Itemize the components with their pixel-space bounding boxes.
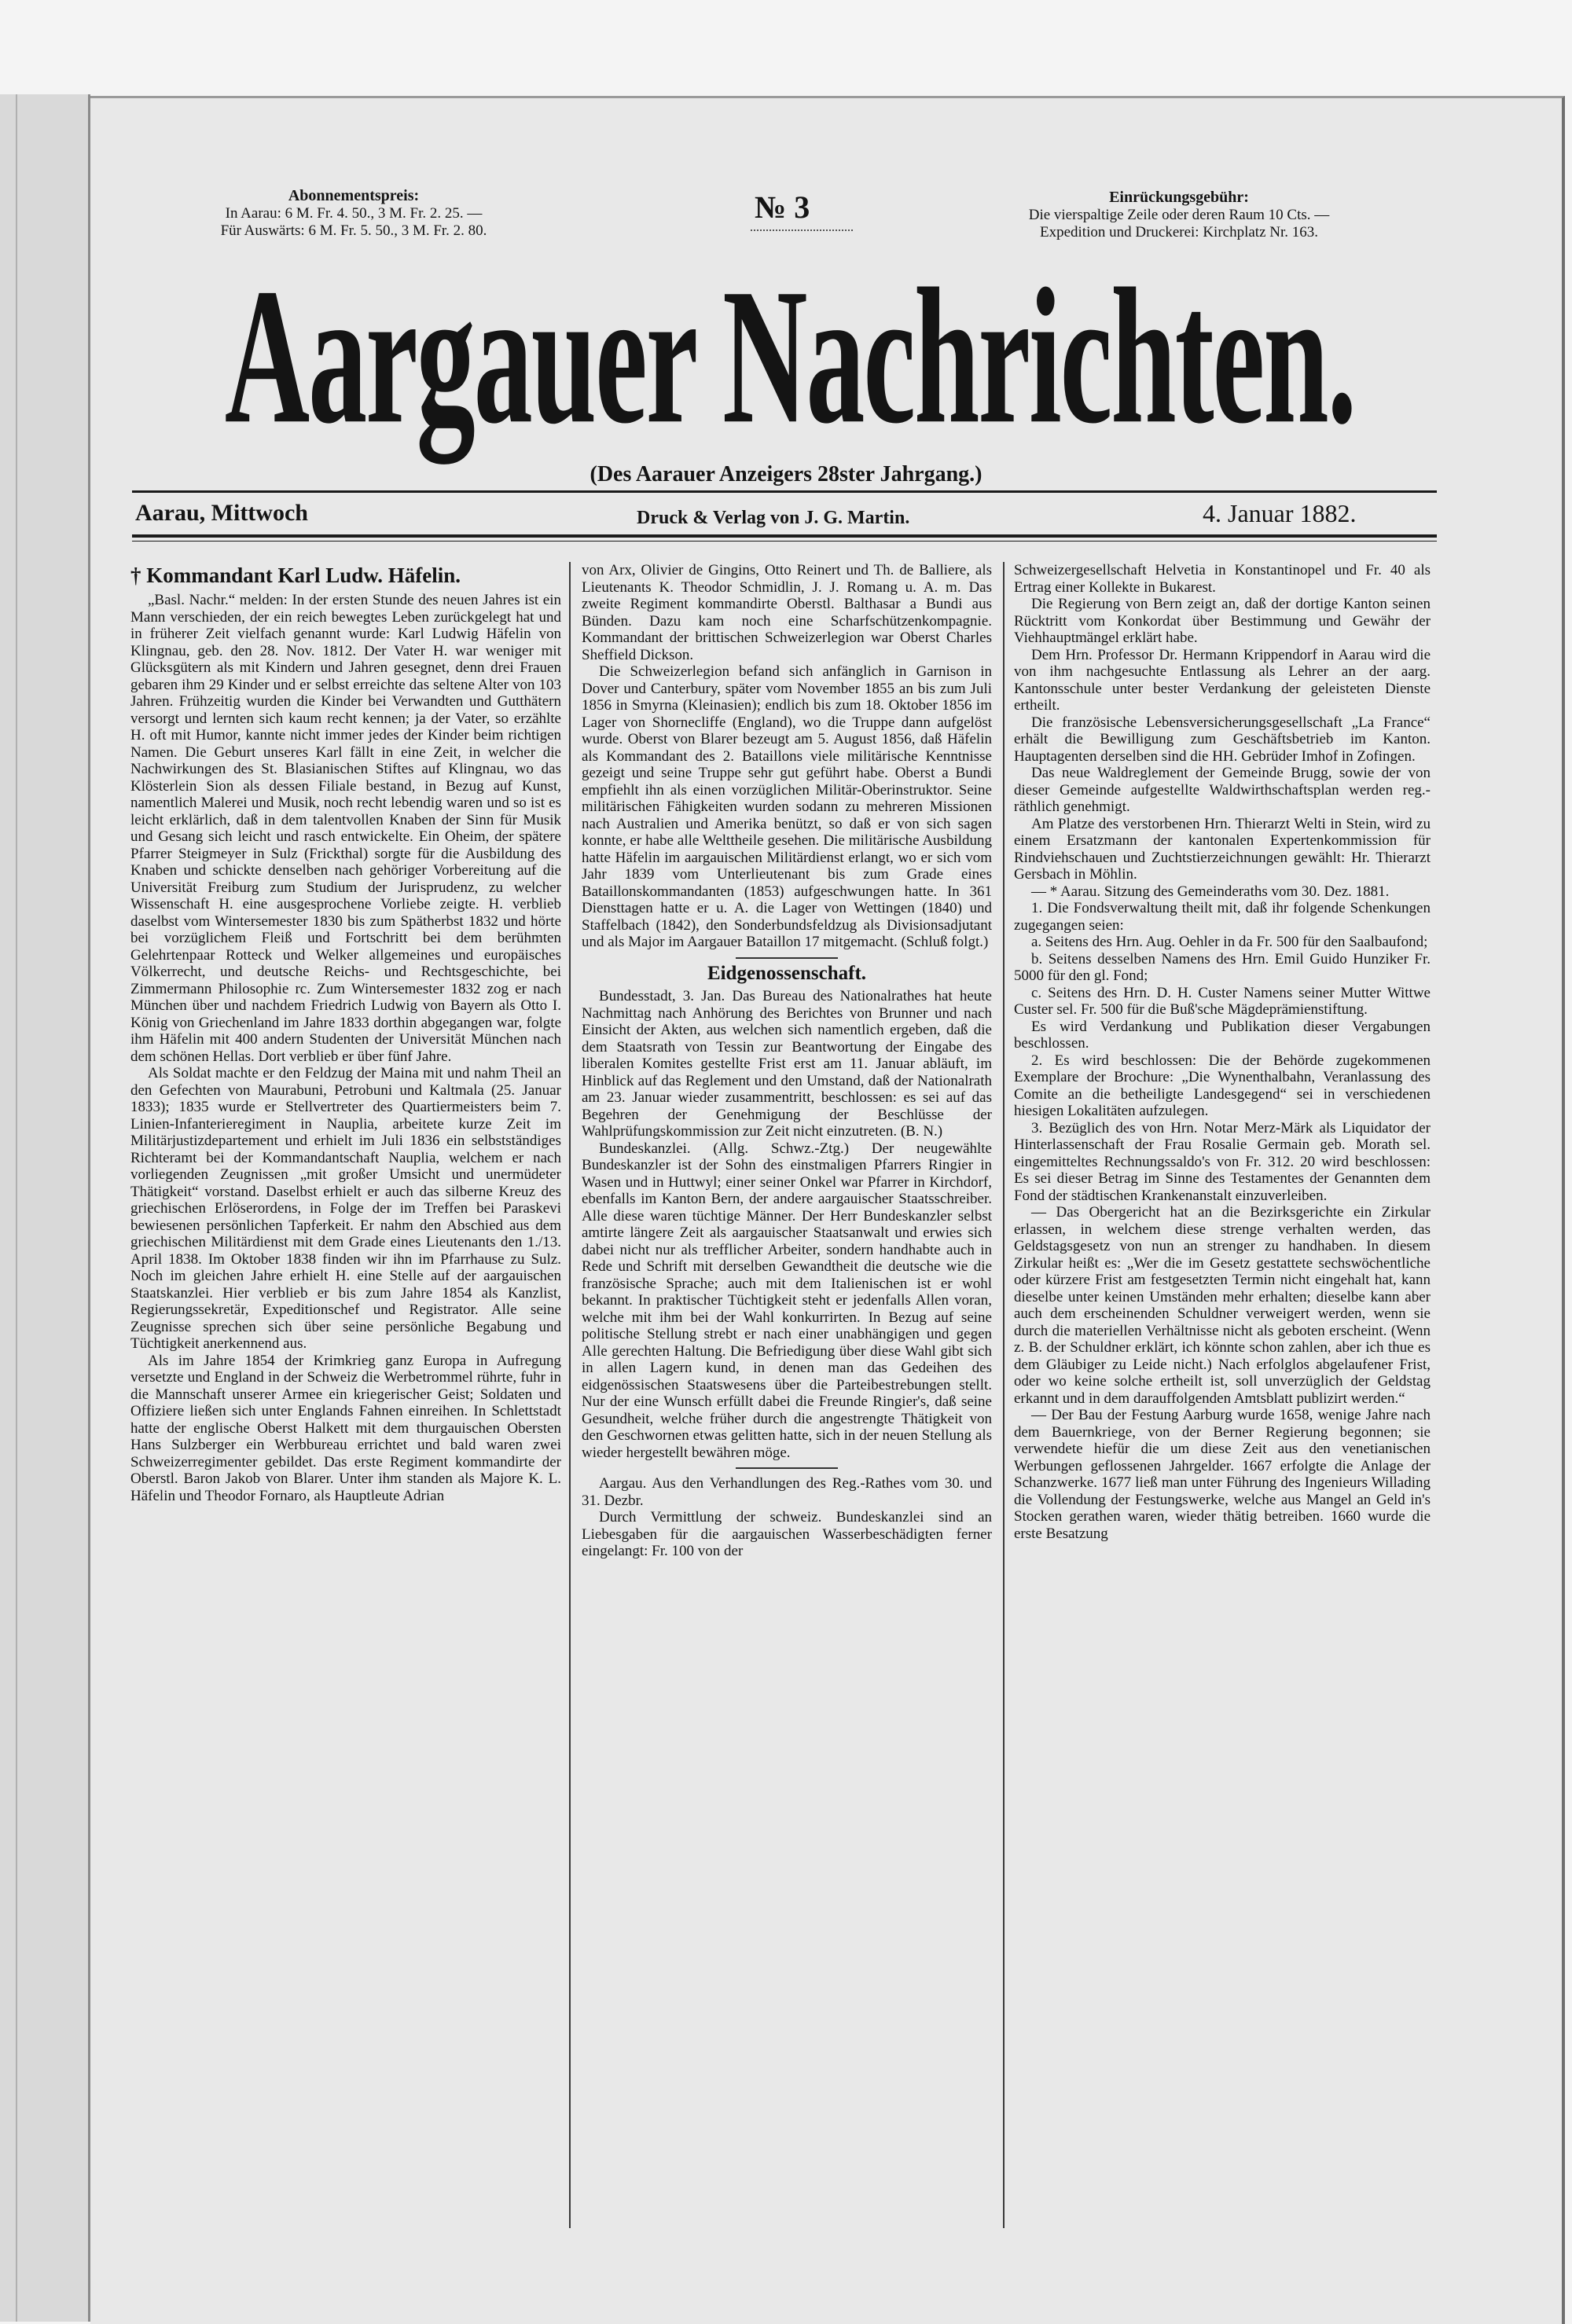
column-1 (130, 562, 561, 1504)
article-paragraph: 2. Es wird beschlossen: Die der Behörde zugekommenen Exemplare der Brochure: „Die Wynenthalbahn, Veranlassung des Comite an die betheiligte Landesgegend“ sei in verschiedenen hiesigen Lokalitäten aufzulegen. (1014, 1052, 1431, 1119)
masthead-rule-bottom (132, 534, 1437, 538)
subscription-label: Abonnementspreis: (288, 187, 420, 204)
insertion-line-2: Expedition und Druckerei: Kirchplatz Nr. 163. (1039, 224, 1319, 240)
article-paragraph: Am Platze des verstorbenen Hrn. Thierarzt Welti in Stein, wird zu einem Ersatzmann der kantonalen Expertenkommission für Rindviehschauen und Zuchtstierzeichnungen gewählt: Hr. Thierarzt Gersbach in Möhlin. (1014, 815, 1431, 883)
article-paragraph: Die französische Lebensversicherungsgesellschaft „La France“ erhält die Bewilligung zum Geschäftsbetrieb im Kanton. Hauptagenten derselben sind die HH. Gebrüder Imhof in Zofingen. (1014, 714, 1431, 765)
newspaper-title: Aargauer Nachrichten. (224, 248, 1356, 464)
publisher-line: Druck & Verlag von J. G. Martin. (637, 508, 910, 528)
article-paragraph: Als im Jahre 1854 der Krimkrieg ganz Europa in Aufregung versetzte und England in der Schweiz die Werbetrommel rührte, fuhr in die Mannschaft unserer Armee ein kriegerischer Geist; Soldaten und Offiziere ließen sich unter Englands Fahnen einreihen. In Schlettstadt hatte der englische Oberst Halkett mit dem thurgauischen Obersten Hans Sulzberger ein Werbbureau errichtet und bald waren zwei Schweizerregimenter gebildet. Das erste Regiment kommandirte der Oberstl. Baron Jakob von Blarer. Unter ihm standen als Majore K. L. Häfelin und Theodor Fornaro, als Hauptleute Adrian (130, 1352, 561, 1504)
obituary-headline: † Kommandant Karl Ludw. Häfelin. (130, 564, 461, 587)
article-paragraph: Die Schweizerlegion befand sich anfänglich in Garnison in Dover und Canterbury, später vom November 1855 an bis zum Juli 1856 in Smyrna (Kleinasien); endlich bis zum 18. Oktober 1856 im Lager von Shornecliffe (England), wo die Truppe dann aufgelöst wurde. Oberst von Blarer bezeugt am 5. August 1856, daß Häfelin als Kommandant des 2. Bataillons viele militärische Kenntnisse gezeigt und seine Truppe sehr gut geführt habe. Oberst a Bundi empfiehlt ihn als einen vorzüglichen Militär-Oberinstruktor. Seine militärischen Fähigkeiten wurden sodann zu mehreren Missionen nach Australien und Amerika benützt, so daß er von sich sagen konnte, er habe alle Welttheile gesehen. Die militärische Ausbildung hatte Häfelin im aargauischen Militärdienst erlangt, wo er sich vom Jahr 1839 vom Unterlieutenant bis zum Grade eines Bataillonskommandanten (1853) aufgeschwungen hatte. In 361 Diensttagen hatte er u. A. die Lager von Wettingen (1840) und Staffelbach (1842), den Sonderbundsfeldzug als Divisionsadjutant und als Major im Aargauer Bataillon 17 mitgemacht. (Schluß folgt.) (582, 663, 992, 950)
article-paragraph: Dem Hrn. Professor Dr. Hermann Krippendorf in Aarau wird die von ihm nachgesuchte Entlassung als Lehrer an der aarg. Kantonsschule unter bester Verdankung der geleisteten Dienste ertheilt. (1014, 646, 1431, 714)
article-paragraph: Bundeskanzlei. (Allg. Schwz.-Ztg.) Der neugewählte Bundeskanzler ist der Sohn des einstmaligen Pfarrers Ringier in Wasen und in Huttwyl; einer seiner Onkel war Pfarrer in Kirchdorf, ebenfalls im Kanton Bern, der andere aargauischer Staatsschreiber. Alle diese waren tüchtige Männer. Der Herr Bundeskanzler selbst amtirte längere Zeit als aargauischer Staatsanwalt und erwies sich dabei nicht nur als trefflicher Arbeiter, sondern handhabte auch in Rede und Schrift mit derselben Gewandtheit die deutsche wie die französische Sprache; auch mit dem Italienischen ist er wohl bekannt. In praktischer Tüchtigkeit steht er jedenfalls Allen voran, welche mit ihm bei der Wahl konkurrirten. In Bezug auf seine politische Stellung strebt er nach einer unabhängigen und gegen Alle gerechten Haltung. Die Befriedigung über diese Wahl gibt sich in allen Lagern kund, in denen man das Gedeihen des eidgenössischen Staatswesens über die Parteibestrebungen stellt. Nur der eine Wunsch erfüllt dabei die Freunde Ringier's, daß seine Gesundheit, welche früher durch die angestrengte Thätigkeit von den Geschwornen etwas gelitten hatte, sich in der neuen Stellung als wieder hergestellt bewähren möge. (582, 1140, 992, 1461)
column-2 (582, 562, 992, 1560)
article-paragraph: „Basl. Nachr.“ melden: In der ersten Stunde des neuen Jahres ist ein Mann verschieden, der ein reich bewegtes Leben zurückgelegt hat und in früherer Zeit vielfach genannt wurde: Karl Ludwig Häfelin von Klingnau, geb. den 28. Nov. 1812. Der Vater H. war weniger mit Glücksgütern als mit Kindern und Jahren gesegnet, denn drei Frauen gebaren ihm 29 Kinder und er selbst erreichte das seltene Alter von 103 Jahren. Frühzeitig wurden die Kinder bei Verwandten und Gutthätern versorgt und lernten sich kaum recht kennen; ja der Vater, so erzählte H. oft mit Humor, kannte nicht immer jedes der Kinder beim richtigen Namen. Die Geburt unseres Karl fällt in eine Zeit, in welcher die Nachwirkungen des St. Blasianischen Stiftes auf Klingnau, wo das Klösterlein Sion als dessen Filiale bestand, in Bezug auf Kunst, namentlich Malerei und Musik, noch recht lebendig waren und so ist es leicht erklärlich, daß in dem talentvollen Knaben der Sinn für Musik und Gesang sich leicht und rasch entwickelte. Ein Oheim, der spätere Pfarrer Steigmeyer in Sulz (Frickthal) sorgte für die Ausbildung des Knaben und schickte denselben nach gehöriger Vorbereitung auf die Universität Freiburg zum Studium der Jurisprudenz, zu welcher Wissenschaft H. eine ausgesprochene Vorliebe zeigte. H. verblieb daselbst vom Wintersemester 1830 bis zum Spätherbst 1832 und hörte bei vorzüglichem Fleiß und Fortschritt bei dem berühmten Gelehrtenpaar Rotteck und Welker allgemeines und europäisches Völkerrecht, und deutsche Reichs- und Rechtsgeschichte, bei Zimmermann Philosophie rc. Zum Wintersemester 1832 zog er nach München über und nachdem Friedrich Ludwig von Bayern als Otto I. König von Griechenland im Jahre 1833 dorthin abgegangen war, folgte ihm Häfelin mit 400 andern Studenten der Universität München nach dem schönen Hellas. Dort verblieb er über fünf Jahre. (130, 592, 561, 1065)
article-paragraph: Aargau. Aus den Verhandlungen des Reg.-Rathes vom 30. und 31. Dezbr. (582, 1475, 992, 1509)
masthead-rule-bottom-thin (132, 541, 1437, 542)
newspaper-subtitle: (Des Aarauer Anzeigers 28ster Jahrgang.) (590, 462, 982, 486)
article-paragraph: Das neue Waldreglement der Gemeinde Brugg, sowie der von dieser Gemeinde aufgestellte Waldwirthschaftsplan werden reg.-räthlich genehmigt. (1014, 765, 1431, 815)
article-paragraph: Es wird Verdankung und Publikation dieser Vergabungen beschlossen. (1014, 1018, 1431, 1052)
article-paragraph: Bundesstadt, 3. Jan. Das Bureau des Nationalrathes hat heute Nachmittag nach Anhörung des Berichtes von Brunner und nach Einsicht der Akten, aus welchen sich namentlich ergeben, daß die dem Staatsrath von Tessin zur Beantwortung der Eingabe des liberalen Komites gestellte Frist erst am 11. Januar abläuft, im Hinblick auf das Reglement und den Umstand, daß der Nationalrath am 23. Januar wieder zusammentritt, beschlossen: es sei auf das Begehren der Genehmigung der Beschlüsse der Wahlprüfungskommission zur Zeit nicht einzutreten. (B. N.) (582, 988, 992, 1140)
article-paragraph: Als Soldat machte er den Feldzug der Maina mit und nahm Theil an den Gefechten von Maurabuni, Petrobuni und Kaltmala (25. Januar 1833); 1835 wurde er Stellvertreter des Quartiermeisters beim 7. Linien-Infanterieregiment in Nauplia, arbeitete kurze Zeit im Militärjustizdepartement und erhielt im Juli 1836 ein selbstständiges Richteramt bei der Kommandantschaft Nauplia, welchem er nach vorliegenden Zeugnissen „mit großer Umsicht und unermüdeter Thätigkeit“ vorstand. Daselbst erhielt er auch das silberne Kreuz des griechischen Erlöserordens, in Folge der im Treffen bei Paraskevi bewiesenen persönlichen Tapferkeit. Er nahm den Abschied aus dem griechischen Militärdienst mit dem Grade eines Lieutenants den 1./13. April 1838. Im Oktober 1838 finden wir ihn im Pfarrhause zu Sulz. Noch im gleichen Jahre erhielt H. eine Stelle auf der aargauischen Staatskanzlei. Hier verblieb er bis zum Jahre 1854 als Kanzlist, Regierungssekretär, Expeditionschef und Registrator. Alle seine Zeugnisse sprechen sich über seine persönliche Begabung und Tüchtigkeit anerkennend aus. (130, 1065, 561, 1352)
article-paragraph: — Der Bau der Festung Aarburg wurde 1658, wenige Jahre nach dem Bauernkriege, von der Berner Regierung begonnen; sie verwendete hiefür die um diese Zeit aus den venetianischen Werbungen geflossenen Jahrgelder. 1667 erfolgte die Anlage der Schanzwerke. 1677 ließ man unter Führung des Ingenieurs Willading die Vollendung der Festungswerke, welche aus Mangel an Geld in's Stocken gerathen waren, wieder thätig betreiben. 1660 wurde die erste Besatzung (1014, 1407, 1431, 1542)
article-paragraph: 1. Die Fondsverwaltung theilt mit, daß ihr folgende Schenkungen zugegangen seien: (1014, 900, 1431, 934)
issue-number-underline (751, 229, 853, 231)
section-separator (736, 1467, 838, 1469)
subscription-line-1: In Aarau: 6 M. Fr. 4. 50., 3 M. Fr. 2. 25. — (225, 205, 483, 222)
article-paragraph: b. Seitens desselben Namens des Hrn. Emil Guido Hunziker Fr. 5000 für den gl. Fond; (1014, 950, 1431, 984)
insertion-label: Einrückungsgebühr: (1109, 189, 1249, 206)
article-paragraph: — Das Obergericht hat an die Bezirksgerichte ein Zirkular erlassen, in welchem diese strenge verhalten werden, das Geldstagsgesetz von nun an strenger zu handhaben. In diesem Zirkular heißt es: „Wer die im Gesetz gestattete sechswöchentliche oder kürzere Frist am festgesetzten Termin nicht eingehalt hat, kann dieselbe unter keinen Umständen mehr erhalten; dieselbe kann aber auch dem erscheinenden Schuldner verweigert werden, wenn sie durch die materiellen Verhältnisse nicht als geboten erscheint. (Wenn z. B. der Schuldner erklärt, ich könnte schon zahlen, aber ich thue es dem Gläubiger zu Leide nicht.) Nach erfolglos abgelaufener Frist, oder wo keine solche ertheilt ist, soll unverzüglich der Geldstag erkannt und in dem darauffolgenden Amtsblatt publizirt werden.“ (1014, 1204, 1431, 1407)
column-divider-1 (569, 562, 571, 2228)
place-day: Aarau, Mittwoch (135, 500, 308, 526)
masthead-rule-top (132, 490, 1437, 493)
subscription-line-2: Für Auswärts: 6 M. Fr. 5. 50., 3 M. Fr. 2. 80. (220, 222, 487, 239)
section-heading: Eidgenossenschaft. (707, 962, 867, 984)
article-paragraph: von Arx, Olivier de Gingins, Otto Reinert und Th. de Balliere, als Lieutenants K. Theodor Schmidlin, J. J. Romang u. A. m. Das zweite Regiment kommandirte Oberstl. Balthasar a Bundi aus Bünden. Dazu kam noch eine Scharfschützenkompagnie. Kommandant der brittischen Schweizerlegion war Oberst Charles Sheffield Dickson. (582, 562, 992, 663)
insertion-fee-block (982, 189, 1376, 241)
article-paragraph: Die Regierung von Bern zeigt an, daß der dortige Kanton seinen Rücktritt vom Konkordat über Bestimmung und Gewähr der Viehhauptmängel erklärt habe. (1014, 596, 1431, 646)
article-paragraph: — * Aarau. Sitzung des Gemeinderaths vom 30. Dez. 1881. (1031, 883, 1390, 900)
insertion-line-1: Die vierspaltige Zeile oder deren Raum 10 Cts. — (1028, 207, 1330, 223)
article-paragraph: Durch Vermittlung der schweiz. Bundeskanzlei sind an Liebesgaben für die aargauischen Wasserbeschädigten ferner eingelangt: Fr. 100 von der (582, 1509, 992, 1559)
column-3 (1014, 562, 1431, 1542)
subscription-price-block (181, 187, 527, 240)
article-paragraph: Schweizergesellschaft Helvetia in Konstantinopel und Fr. 40 als Ertrag einer Kollekte in Bukarest. (1014, 562, 1431, 596)
section-separator (736, 957, 838, 959)
issue-number: № 3 (755, 189, 810, 225)
previous-page-edge (0, 94, 90, 2322)
column-divider-2 (1003, 562, 1005, 2228)
article-paragraph: c. Seitens des Hrn. D. H. Custer Namens seiner Mutter Wittwe Custer sel. Fr. 500 für die Buß'sche Mägdeprämienstiftung. (1014, 984, 1431, 1018)
article-paragraph: 3. Bezüglich des von Hrn. Notar Merz-Märk als Liquidator der Hinterlassenschaft der Frau Rosalie Germain geb. Morath sel. eingemitteltes Rechnungssaldo's von Fr. 312. 20 wird beschlossen: Es sei dieser Betrag im Sinne des Testamentes der Genannten dem Fond der städtischen Krankenanstalt einzuverleiben. (1014, 1119, 1431, 1204)
article-paragraph: a. Seitens des Hrn. Aug. Oehler in da Fr. 500 für den Saalbaufond; (1031, 934, 1428, 950)
issue-date: 4. Januar 1882. (1203, 499, 1357, 527)
